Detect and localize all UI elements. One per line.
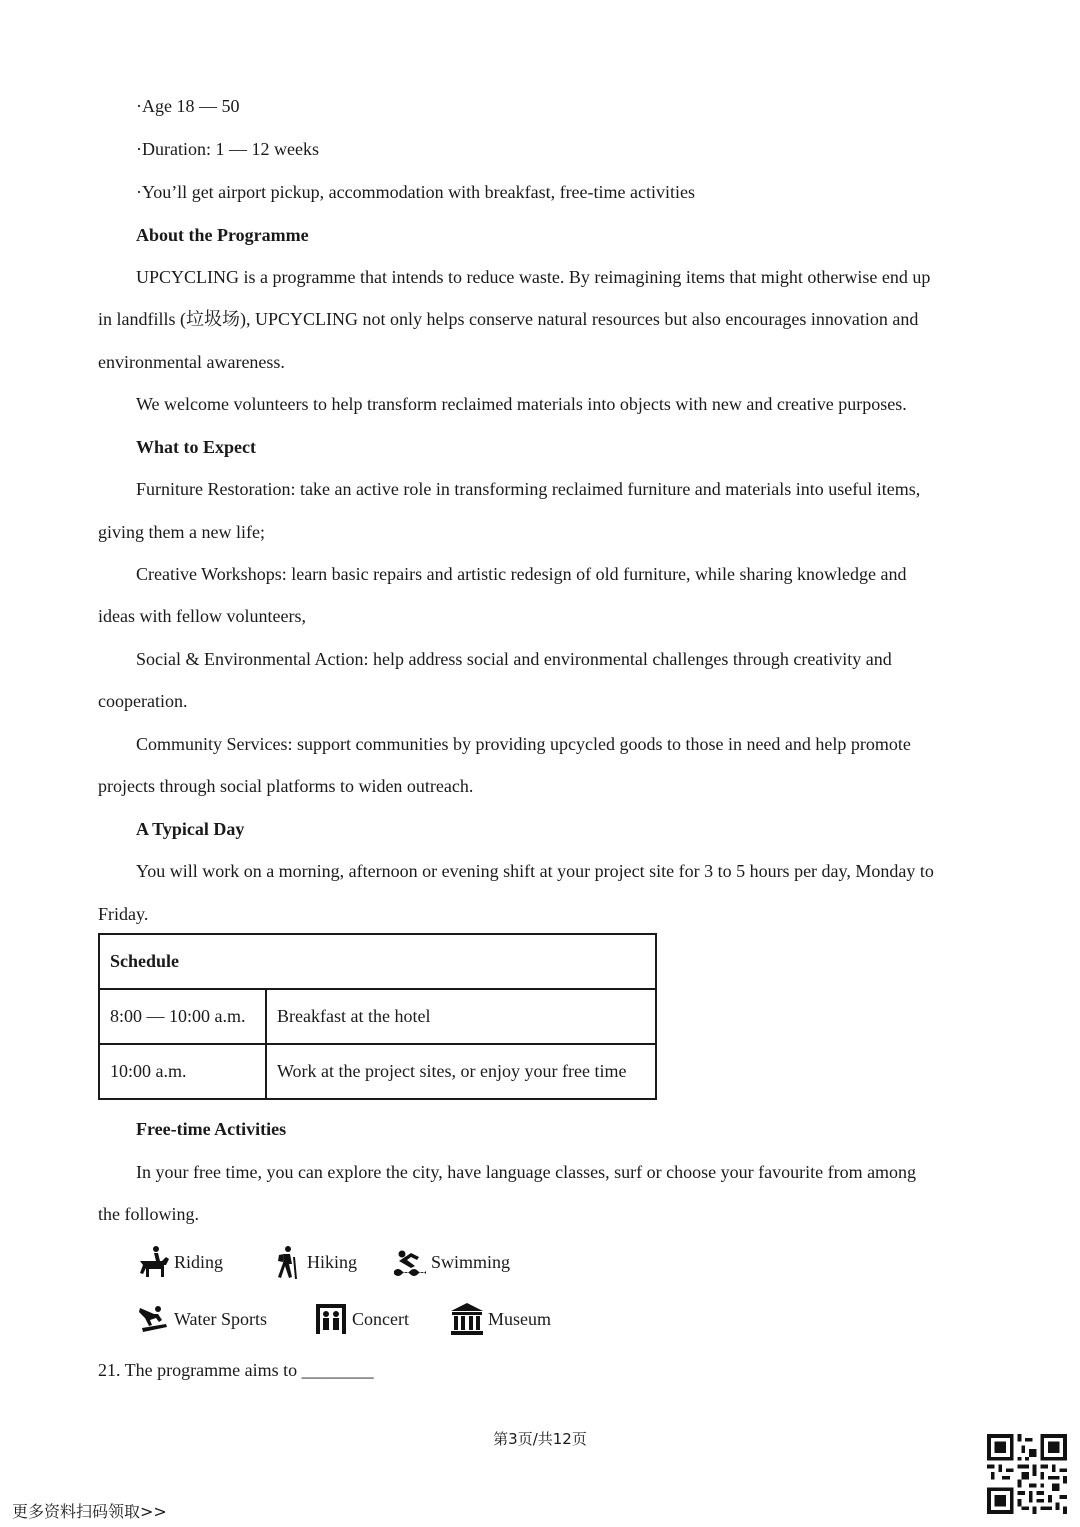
paragraph-line: the following. <box>98 1204 199 1224</box>
activity-museum <box>450 1299 551 1339</box>
water-sports-icon <box>136 1302 170 1336</box>
section-heading-free-time: Free-time Activities <box>136 1119 287 1139</box>
section-heading-typical-day: A Typical Day <box>136 819 245 839</box>
paragraph-line: UPCYCLING is a programme that intends to reduce waste. By reimagining items that might otherwise end up <box>136 267 931 287</box>
activity-riding <box>136 1242 223 1282</box>
paragraph-line: Friday. <box>98 904 149 924</box>
table-row <box>99 1044 656 1099</box>
section-heading-expect: What to Expect <box>136 437 256 457</box>
activity-label: Water Sports <box>174 1308 268 1329</box>
activity-label: Museum <box>488 1308 551 1329</box>
schedule-table <box>98 933 657 1100</box>
paragraph-line: in landfills (垃圾场), UPCYCLING not only helps conserve natural resources but also encourages innovation and <box>98 309 919 329</box>
paragraph-line: We welcome volunteers to help transform reclaimed materials into objects with new and creative purposes. <box>136 394 907 414</box>
activity-label: Hiking <box>307 1251 358 1272</box>
promo-link[interactable]: 更多资料扫码领取>> <box>12 1502 167 1521</box>
question-21: 21. The programme aims to ________ <box>98 1360 374 1380</box>
museum-icon <box>450 1302 484 1336</box>
activity-label: Concert <box>352 1308 409 1329</box>
activity-label: Riding <box>174 1251 224 1272</box>
paragraph-line: environmental awareness. <box>98 352 285 372</box>
activity-label: Swimming <box>431 1251 511 1272</box>
activity-water-sports <box>136 1299 267 1339</box>
paragraph-line: Furniture Restoration: take an active role in transforming reclaimed furniture and materials into useful items, <box>136 479 921 499</box>
schedule-header: Schedule <box>99 934 656 989</box>
schedule-time: 8:00 — 10:00 a.m. <box>99 989 266 1044</box>
paragraph-line: giving them a new life; <box>98 522 265 542</box>
schedule-activity: Work at the project sites, or enjoy your free time <box>266 1044 656 1099</box>
qr-code-icon[interactable] <box>987 1434 1067 1514</box>
swimming-icon <box>393 1245 427 1279</box>
table-header-row <box>99 934 656 989</box>
paragraph-line: projects through social platforms to widen outreach. <box>98 776 474 796</box>
concert-icon <box>314 1302 348 1336</box>
page-number: 第3页/共12页 <box>493 1430 587 1448</box>
activity-hiking <box>269 1242 357 1282</box>
bullet-includes: ·You’ll get airport pickup, accommodation with breakfast, free-time activities <box>136 182 696 202</box>
paragraph-line: cooperation. <box>98 691 188 711</box>
hiking-icon <box>269 1245 303 1279</box>
paragraph-line: You will work on a morning, afternoon or evening shift at your project site for 3 to 5 hours per day, Monday to <box>136 861 934 881</box>
paragraph-line: ideas with fellow volunteers, <box>98 606 306 626</box>
paragraph-line: Creative Workshops: learn basic repairs and artistic redesign of old furniture, while sharing knowledge and <box>136 564 907 584</box>
paragraph-line: Community Services: support communities by providing upcycled goods to those in need and help promote <box>136 734 911 754</box>
paragraph-line: In your free time, you can explore the city, have language classes, surf or choose your favourite from among <box>136 1162 917 1182</box>
paragraph-line: Social & Environmental Action: help address social and environmental challenges through creativity and <box>136 649 892 669</box>
bullet-duration: ·Duration: 1 — 12 weeks <box>136 139 319 159</box>
table-row <box>99 989 656 1044</box>
bullet-age: ·Age 18 — 50 <box>136 96 240 116</box>
schedule-activity: Breakfast at the hotel <box>266 989 656 1044</box>
activity-concert <box>314 1299 409 1339</box>
section-heading-about: About the Programme <box>136 225 309 245</box>
activity-swimming <box>393 1242 510 1282</box>
riding-icon <box>136 1245 170 1279</box>
schedule-time: 10:00 a.m. <box>99 1044 266 1099</box>
